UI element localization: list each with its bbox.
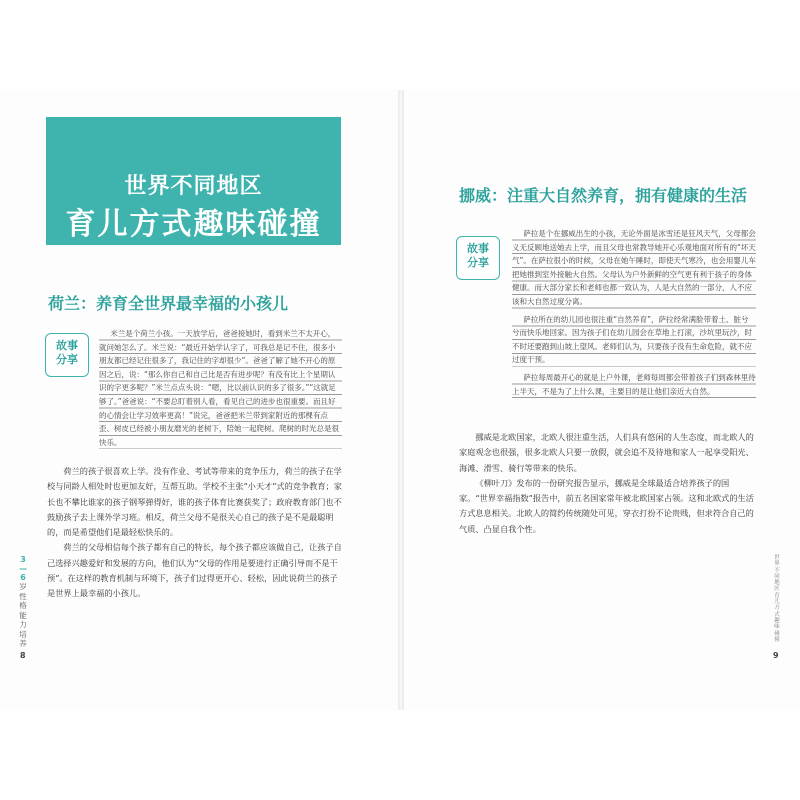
badge-word-1: 故事 [467, 242, 489, 255]
side-char: 界 [774, 561, 780, 568]
chapter-title-line2: 育儿方式趣味碰撞 [65, 207, 322, 242]
book-gutter [398, 90, 404, 710]
chapter-title-line1: 世界不同地区 [124, 174, 263, 199]
side-age-6: 6 [20, 573, 26, 582]
chapter-title-band [46, 117, 341, 245]
badge-word-2: 分享 [467, 256, 489, 269]
story-paragraph: 萨拉所在的幼儿园也很注重“自然养育”，萨拉经常满脸带着土、脏兮兮而快乐地回家。因为孩子们在幼儿园会在草地上打滚，沙坑里玩沙，时不时还要跑到山坡上望风。老师们认为，只要孩子没有生命危险，就不应过度干预。 [512, 313, 756, 367]
story-paragraph: 萨拉是个在挪威出生的小孩，无论外面是冰雪还是狂风天气，父母都会义无反顾地送她去上学，而且父母也常教导她开心乐观地面对所有的“坏天气”。在萨拉很小的时候，父母在她午睡时，即使天气寒冷，也会用婴儿车把她推到室外接触大自然。父母认为户外新鲜的空气更有利于孩子的身体健康。而大部分家长和老师也都一致认为，人是大自然的一部分，人不应该和大自然过度分离。 [512, 227, 756, 309]
story-netherlands [99, 327, 342, 449]
side-char: 趣 [774, 617, 780, 624]
body-text-left [47, 464, 342, 602]
side-char: 性 [19, 591, 27, 601]
side-char: 方 [774, 605, 780, 612]
section-title-netherlands: 荷兰：养育全世界最幸福的小孩儿 [48, 294, 289, 313]
side-char: 养 [19, 639, 27, 648]
side-char: 能 [19, 610, 27, 620]
side-char: 区 [774, 586, 780, 593]
body-paragraph: 挪威是北欧国家，北欧人很注重生活，人们具有悠闲的人生态度，而北欧人的家庭观念也很强，很多北欧人只要一放假，就会追不及待地和家人一起享受阳光、海滩、滑雪、骑行等带来的快乐。 [459, 432, 754, 473]
story-paragraph: 萨拉每周最开心的就是上户外课，老师每周都会带着孩子们到森林里待上半天，不是为了上什么课，主要目的是让他们亲近大自然。 [512, 371, 756, 398]
story-norway [512, 227, 756, 402]
section-title-norway: 挪威：注重大自然养育，拥有健康的生活 [459, 186, 748, 205]
body-paragraph: 《柳叶刀》发布的一份研究报告显示，挪威是全球最适合培养孩子的国家。“世界幸福指数”报告中，前五名国家常年被北欧国家占领。这和北欧式的生活方式息息相关。北欧人的简约传统随处可见，穿衣打扮不论贵贱，但求符合自己的气质、凸显自我个性。 [459, 477, 754, 534]
side-char: 儿 [774, 599, 780, 606]
side-char: 味 [774, 624, 780, 631]
body-text-right [459, 430, 757, 537]
side-char: 育 [774, 592, 780, 599]
body-paragraph: 荷兰的孩子很喜欢上学。没有作业、考试等带来的竞争压力，荷兰的孩子在学校与同龄人相处时也更加友好，互帮互助。学校不主张“小天才”式的竞争教育；家长也不攀比谁家的孩子钢琴弹得好，谁的孩子体育比赛获奖了；政府教育部门也不鼓励孩子去上课外学习班。相反，荷兰父母不是很关心自己的孩子是不是最聪明的，而是希望他们是最轻松快乐的。 [47, 466, 342, 538]
side-char: 同 [774, 573, 780, 580]
side-label-right [773, 555, 781, 643]
side-char: 培 [19, 629, 27, 639]
badge-word-1: 故事 [56, 339, 78, 352]
side-char: 撞 [774, 636, 780, 643]
side-age-dash: — [19, 564, 27, 573]
side-char: 碰 [774, 630, 780, 637]
side-char: 力 [19, 620, 27, 629]
page-number-left: 8 [20, 651, 26, 660]
side-char: 地 [774, 580, 780, 587]
story-paragraph: 米兰是个荷兰小孩。一天放学后，爸爸接她时，看到米兰不太开心，就问她怎么了。米兰说：“最近开始学认字了，可我总是记不住，很多小朋友都已经记住很多了，我记住的字却很少”。爸爸了解了她不开心的原因之后，说：“那么你自己和自己比是否有进步呢？有没有比上个星期认识的字更多呢？”米兰点点头说：“嗯，比以前认识的多了很多。”“这就足够了。”爸爸说：“不要总盯着别人看，看见自己的进步也很重要。而且好的心情会让学习效率更高！”说完，爸爸把米兰带到家附近的那棵有点歪、树皮已经被小朋友磨光的老树下，陪她一起爬树。爬树的时光总是很快乐。 [99, 327, 342, 449]
story-badge-right [456, 236, 500, 280]
badge-word-2: 分享 [56, 353, 78, 366]
story-badge-left [45, 333, 89, 377]
side-char: 格 [19, 601, 27, 610]
side-age-3: 3 [20, 555, 26, 564]
body-paragraph: 荷兰的父母相信每个孩子都有自己的特长，每个孩子都应该做自己，让孩子自己选择兴趣爱好和发展的方向，他们认为“父母的作用是要进行正确引导而不是干预”。在这样的教育机制与环境下，孩子们过得更开心、轻松，因此说荷兰的孩子是世界上最幸福的小孩儿。 [47, 542, 342, 599]
side-char: 世 [774, 555, 780, 561]
side-char: 岁 [19, 582, 27, 591]
side-char: 不 [774, 567, 780, 574]
side-label-left [18, 555, 28, 649]
side-char: 式 [774, 611, 780, 618]
page-number-right: 9 [773, 651, 779, 660]
